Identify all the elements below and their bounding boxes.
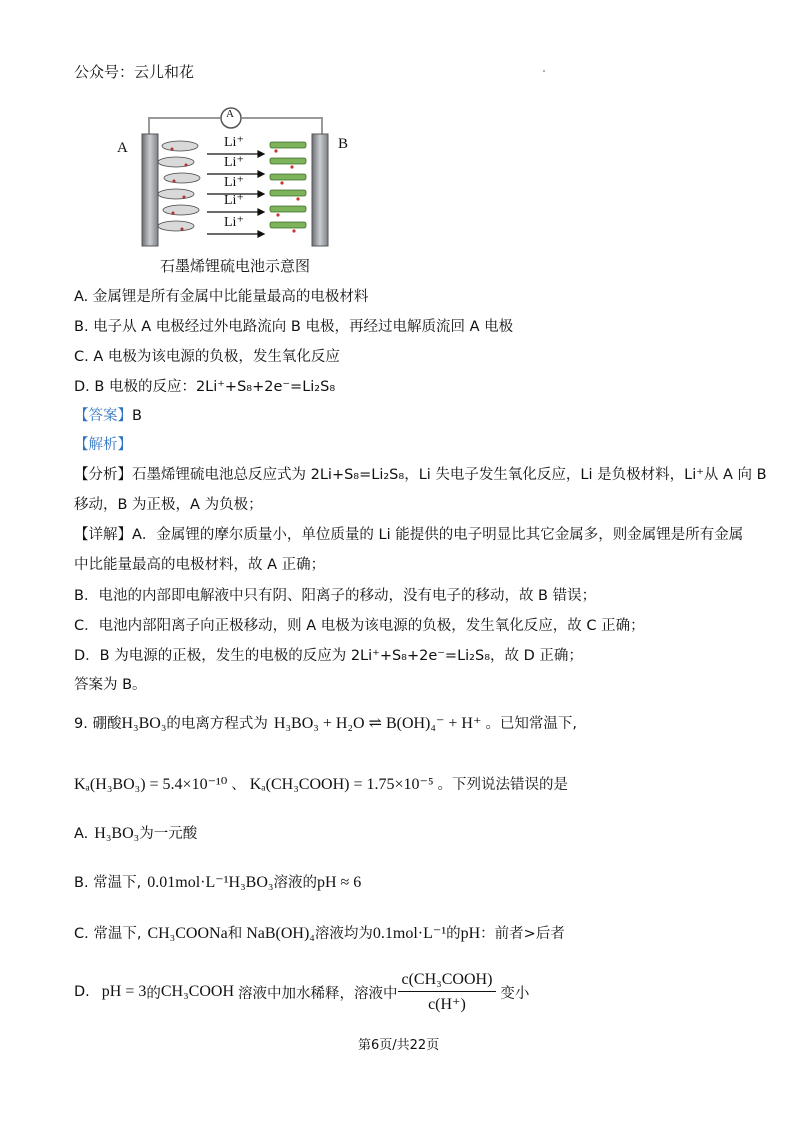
- option-math: 0.1mol·L⁻¹: [372, 925, 447, 942]
- arrow-label: Li⁺: [224, 135, 244, 150]
- option-text: 的: [446, 926, 461, 942]
- q9-text: 的电离方程式为: [166, 716, 268, 732]
- q9-option-d: [74, 966, 529, 1018]
- option-label: A.: [74, 826, 89, 842]
- q9-option-b: [74, 871, 361, 892]
- option-a: A. 金属锂是所有金属中比能量最高的电极材料: [74, 289, 369, 305]
- option-math: NaB(OH)₄: [246, 925, 315, 942]
- q9-number: 9. 硼酸: [74, 716, 122, 732]
- fraction-denominator: c(H⁺): [428, 995, 466, 1013]
- q9-text: 。已知常温下,: [485, 716, 578, 732]
- option-math: pH: [460, 925, 481, 942]
- option-text: 为一元酸: [139, 826, 198, 842]
- arrow-label: Li⁺: [224, 175, 244, 190]
- q9-option-c: [74, 922, 565, 943]
- option-text: 变小: [500, 985, 530, 1002]
- option-label: D.: [74, 984, 90, 1000]
- conclusion: 答案为 B。: [74, 677, 147, 693]
- option-math: CH₃COOH: [160, 983, 234, 1000]
- option-math: CH₃COONa: [147, 925, 228, 942]
- label-b: B: [338, 136, 349, 152]
- q9-ka-h3bo3: Kₐ(H₃BO₃) = 5.4×10⁻¹⁰: [74, 776, 228, 793]
- xiangjie-line-1: [74, 525, 743, 545]
- option-math: H₃BO₃: [94, 825, 140, 842]
- arrow-label: Li⁺: [224, 193, 244, 208]
- option-text: 和: [227, 926, 243, 942]
- q9-option-a: [74, 822, 197, 843]
- ammeter-label: A: [226, 108, 234, 120]
- arrow-label: Li⁺: [224, 155, 244, 170]
- q9-equation: H₃BO₃ + H₂O ⇌ B(OH)₄⁻ + H⁺: [273, 715, 482, 732]
- option-label: B. 常温下,: [74, 875, 142, 891]
- answer-line: [74, 406, 142, 426]
- electrode-a: [142, 134, 158, 246]
- figure-caption: 石墨烯锂硫电池示意图: [160, 257, 311, 275]
- option-text: 的: [146, 985, 161, 1002]
- answer-value: B: [132, 408, 142, 424]
- xiangjie-tag: 【详解】: [74, 527, 132, 543]
- q9-ka-ch3cooh: Kₐ(CH₃COOH) = 1.75×10⁻⁵: [249, 776, 434, 793]
- option-d: D. B 电极的反应：2Li⁺+S₈+2e⁻=Li₂S₈: [74, 379, 336, 395]
- fraction-numerator: c(CH₃COOH): [398, 971, 497, 992]
- fenxi-text: 石墨烯锂硫电池总反应式为 2Li+S₈=Li₂S₈，Li 失电子发生氧化反应，Li 是负极材料，Li⁺从 A 向 B: [132, 467, 767, 483]
- analysis-tag: 【解析】: [74, 437, 132, 453]
- page-footer: 第6页/共22页: [358, 1038, 440, 1053]
- option-math: pH = 3: [101, 983, 147, 1000]
- option-text: 溶液中加水稀释，溶液中: [238, 985, 398, 1002]
- explain-c: C．电池内部阳离子向正极移动，则 A 电极为该电源的负极，发生氧化反应，故 C 正确；: [74, 618, 645, 634]
- xiangjie-line-2: 中比能量最高的电极材料，故 A 正确；: [74, 557, 326, 573]
- fenxi-tag: 【分析】: [74, 467, 132, 483]
- arrow-label: Li⁺: [224, 215, 244, 230]
- option-math: pH ≈ 6: [316, 874, 362, 891]
- option-text: 溶液的: [273, 875, 317, 891]
- label-a: A: [117, 140, 128, 156]
- q9-stem-line-2: [74, 773, 568, 794]
- option-math: 0.01mol·L⁻¹H₃BO₃: [147, 874, 274, 891]
- explain-d: D．B 为电源的正极，发生的电极的反应为 2Li⁺+S₈+2e⁻=Li₂S₈，故 D 正确；: [74, 648, 583, 664]
- explain-b: B．电池的内部即电解液中只有阴、阳离子的移动，没有电子的移动，故 B 错误；: [74, 588, 597, 604]
- q9-separator: 、: [231, 777, 246, 793]
- fenxi-line-2: 移动，B 为正极，A 为负极；: [74, 497, 263, 513]
- page-header: 公众号：云儿和花: [74, 63, 195, 81]
- answer-tag: 【答案】: [74, 408, 132, 424]
- scan-dot: [543, 70, 545, 72]
- q9-stem-line-1: [74, 712, 577, 733]
- option-text: 溶液均为: [314, 926, 373, 942]
- electrode-b: [312, 134, 328, 246]
- option-c: C. A 电极为该电源的负极，发生氧化反应: [74, 349, 340, 365]
- q9-h3bo3: H₃BO₃: [121, 715, 167, 732]
- option-text: ：前者>后者: [480, 926, 565, 942]
- option-b: B. 电子从 A 电极经过外电路流向 B 电极，再经过电解质流回 A 电极: [74, 319, 514, 335]
- option-fraction: [398, 971, 497, 1014]
- q9-text: 。下列说法错误的是: [437, 777, 569, 793]
- fenxi-line-1: [74, 465, 767, 485]
- option-label: C. 常温下,: [74, 926, 142, 942]
- xiangjie-text: A．金属锂的摩尔质量小，单位质量的 Li 能提供的电子明显比其它金属多，则金属锂是所有金属: [132, 527, 744, 543]
